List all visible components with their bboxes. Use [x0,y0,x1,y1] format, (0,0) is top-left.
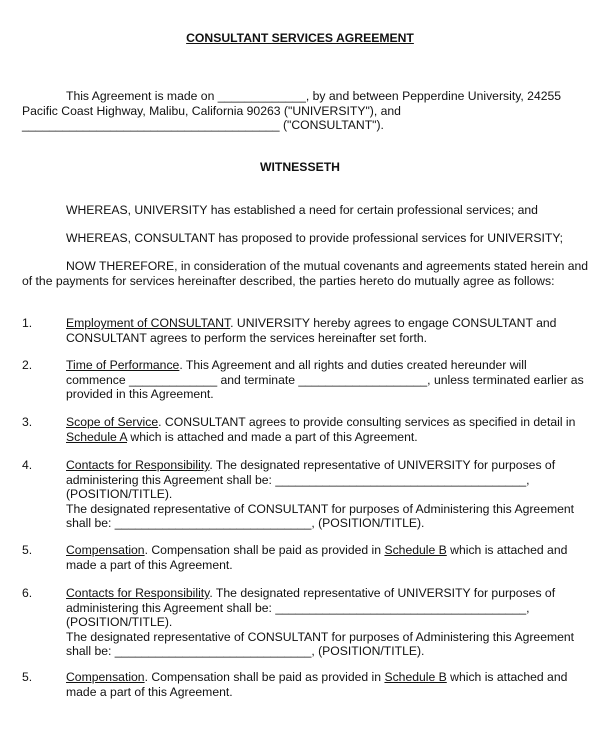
clause-body [66,458,586,531]
clause-text: shall be: _____________________________, (POSITION/TITLE). [66,516,425,530]
clause-text: The designated representative of CONSULTANT for purposes of Administering this Agreement [66,501,575,516]
document-title: CONSULTANT SERVICES AGREEMENT [186,31,414,45]
clause-text: (POSITION/TITLE). [66,487,173,501]
clause-text: The designated representative of CONSULTANT for purposes of Administering this Agreement [66,629,575,644]
clause-heading: Contacts for Responsibility [66,458,210,472]
clause-body [66,316,586,345]
clause-heading: Compensation [66,543,145,557]
whereas-1: WHEREAS, UNIVERSITY has established a need for certain professional services; and [66,203,538,217]
clause-text: . This Agreement and all rights and duties created hereunder will [179,358,527,372]
clause-number: 5. [22,543,33,557]
witnesseth-heading: WITNESSETH [260,160,340,174]
intro-line-3: ______________________________________ ("CONSULTANT"). [22,118,384,132]
clause-text: . Compensation shall be paid as provided in [144,670,385,684]
clause-text: which is attached and [446,670,568,684]
clause-text: . Compensation shall be paid as provided in [144,543,385,557]
clause-text: administering this Agreement shall be: _____________________________________, [66,472,530,487]
clause-heading: Contacts for Responsibility [66,586,210,600]
clause-text: CONSULTANT agrees to perform the services hereinafter set forth. [66,330,428,345]
clause-body [66,358,586,402]
clause-body [66,415,586,444]
clause-text: . CONSULTANT agrees to provide consulting services as specified in detail in [158,415,576,429]
clause-number: 4. [22,458,33,472]
intro-paragraph [22,89,582,133]
clause-number: 5. [22,670,33,684]
clause-heading: Time of Performance [66,358,180,372]
clause-text: which is attached and [446,543,568,557]
clause-heading: Scope of Service [66,415,159,429]
now-therefore-line-1: NOW THEREFORE, in consideration of the mutual covenants and agreements stated herein and [66,259,589,273]
clause-heading: Compensation [66,670,145,684]
clause-text: . The designated representative of UNIVERSITY for purposes of [209,586,556,600]
schedule-a-link[interactable]: Schedule A [66,429,127,444]
clause-text: administering this Agreement shall be: _____________________________________, [66,600,530,615]
clause-text: commence _____________ and terminate ___________________, unless terminated earlier as [66,372,584,387]
schedule-b-link[interactable]: Schedule B [384,543,447,557]
clause-number: 2. [22,358,33,372]
clause-text: (POSITION/TITLE). [66,615,173,629]
clause-text: which is attached and made a part of this Agreement. [127,429,418,444]
clause-number: 1. [22,316,33,330]
intro-line-2: Pacific Coast Highway, Malibu, California 90263 ("UNIVERSITY"), and [22,103,401,118]
clause-text: provided in this Agreement. [66,387,214,401]
whereas-2: WHEREAS, CONSULTANT has proposed to provide professional services for UNIVERSITY; [66,231,564,245]
clause-body [66,543,586,572]
clause-number: 6. [22,586,33,600]
clause-text: made a part of this Agreement. [66,557,233,572]
intro-line-1: This Agreement is made on _____________, by and between Pepperdine University, 24255 [66,89,562,103]
now-therefore-line-2: of the payments for services hereinafter described, the parties hereto do mutually agree as follows: [22,273,555,288]
now-therefore-paragraph [22,259,589,288]
schedule-b-link[interactable]: Schedule B [384,670,447,684]
clause-heading: Employment of CONSULTANT [66,316,231,330]
clause-text: made a part of this Agreement. [66,684,233,699]
clause-number: 3. [22,415,33,429]
clause-body [66,670,586,699]
clause-text: shall be: _____________________________, (POSITION/TITLE). [66,644,425,658]
clause-text: . The designated representative of UNIVERSITY for purposes of [209,458,556,472]
clause-body [66,586,586,659]
clause-text: . UNIVERSITY hereby agrees to engage CONSULTANT and [230,316,557,330]
